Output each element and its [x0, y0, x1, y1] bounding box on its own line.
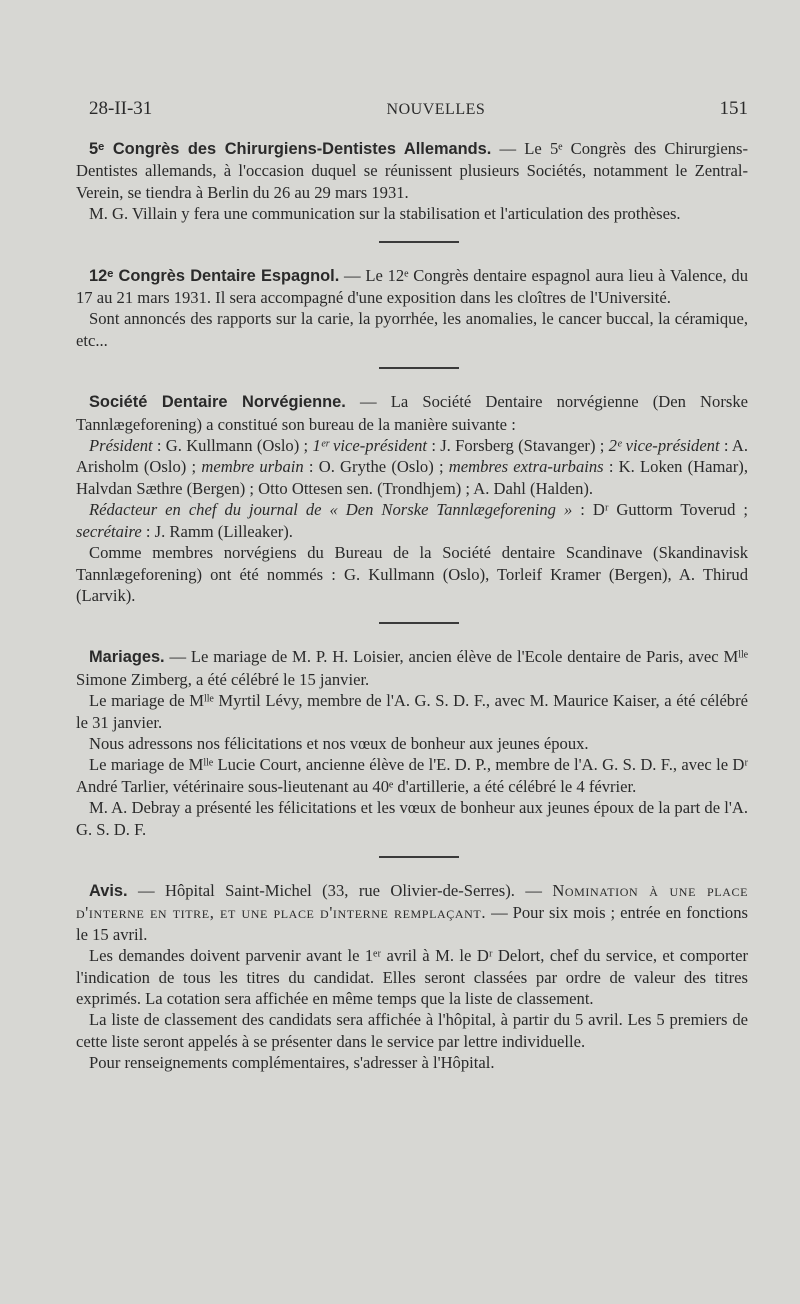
- membre-value: : O. Grythe (Oslo) ;: [303, 457, 449, 477]
- congres-allemand-p2: M. G. Villain y fera une communication sur la stabilisation et l'articulation des prothèses.: [89, 204, 681, 224]
- extra-value: : K. Loken (Hamar), Halvdan Sæthre (Bergen) ; Otto Ottesen sen. (Trondhjem) ; A. Dahl (Halden).: [76, 457, 748, 498]
- page-header: [89, 98, 748, 120]
- vp1-label: 1ᵉʳ vice-président: [312, 436, 428, 456]
- norvegienne-p3: Comme membres norvégiens du Bureau de la Société dentaire Scandinave (Skandinavisk Tannlægeforening) ont été nommés : G. Kullmann (Oslo), Torleif Kramer (Bergen), A. Thirud (Larvik).: [76, 543, 748, 605]
- norvegienne-title: Société Dentaire Norvégienne.: [89, 393, 346, 412]
- secretaire-value: : J. Ramm (Lilleaker).: [141, 521, 293, 541]
- secretaire-label: secrétaire: [76, 521, 142, 541]
- avis-p2: Les demandes doivent parvenir avant le 1ᵉʳ avril à M. le Dʳ Delort, chef du service, et comporter l'indication de tous les titres du candidat. Elles seront classées par ordre de valeur des titres exprimés. La cotation sera affichée en même temps que la liste de classement.: [76, 946, 748, 1008]
- mariages-p5: M. A. Debray a présenté les félicitations et les vœux de bonheur aux jeunes époux de la part de l'A. G. S. D. F.: [76, 798, 748, 839]
- divider: [379, 622, 459, 624]
- president-label: Président: [89, 436, 153, 456]
- avis-p3: La liste de classement des candidats sera affichée à l'hôpital, à partir du 5 avril. Les 5 premiers de cette liste seront appelés à se présenter dans le service par lettre individuelle.: [76, 1010, 748, 1051]
- divider: [379, 367, 459, 369]
- vp2-value: : A. Arisholm (Oslo) ;: [76, 436, 748, 477]
- redacteur-value: : Dʳ Guttorm Toverud ;: [572, 500, 748, 520]
- avis-text2: — Pour six mois ; entrée en fonctions le 15 avril.: [76, 903, 748, 944]
- header-title: NOUVELLES: [386, 101, 486, 118]
- mariages-title: Mariages.: [89, 648, 165, 667]
- section-mariages: [76, 646, 748, 840]
- mariages-p3: Nous adressons nos félicitations et nos vœux de bonheur aux jeunes époux.: [89, 733, 589, 753]
- congres-espagnol-title: 12ᵉ Congrès Dentaire Espagnol.: [89, 266, 340, 285]
- header-date: 28-II-31: [89, 98, 153, 119]
- mariages-text: — Le mariage de M. P. H. Loisier, ancien élève de l'Ecole dentaire de Paris, avec Mˡˡᵉ Simone Zimberg, a été célébré le 15 janvier.: [76, 647, 748, 689]
- membre-label: membre urbain: [201, 457, 304, 477]
- congres-espagnol-p2: Sont annoncés des rapports sur la carie, la pyorrhée, les anomalies, le cancer buccal, la céramique, etc...: [76, 309, 748, 350]
- congres-allemand-title: 5ᵉ Congrès des Chirurgiens-Dentistes Allemands.: [89, 140, 492, 158]
- mariages-p4: Le mariage de Mˡˡᵉ Lucie Court, ancienne élève de l'E. D. P., membre de l'A. G. S. D. F., avec le Dʳ André Tarlier, vétérinaire sous-lieutenant au 40ᵉ d'artillerie, a été célébré le 4 février.: [76, 755, 748, 796]
- congres-allemand-text: — Le 5ᵉ Congrès des Chirurgiens-Dentistes allemands, à l'occasion duquel se réunissent plusieurs Sociétés, notamment le Zentral-Verein, se tiendra à Berlin du 26 au 29 mars 1931.: [76, 139, 749, 202]
- section-congres-allemand: [76, 138, 749, 225]
- page-number: 151: [719, 98, 748, 119]
- mariages-p2: Le mariage de Mˡˡᵉ Myrtil Lévy, membre de l'A. G. S. D. F., avec M. Maurice Kaiser, a été célébré le 31 janvier.: [76, 691, 748, 732]
- extra-label: membres extra-urbains: [448, 457, 604, 477]
- redacteur-label: Rédacteur en chef du journal de « Den Norske Tannlægeforening »: [89, 500, 573, 520]
- avis-title: Avis.: [89, 881, 128, 900]
- president-value: : G. Kullmann (Oslo) ;: [152, 436, 313, 456]
- congres-espagnol-text: — Le 12ᵉ Congrès dentaire espagnol aura lieu à Valence, du 17 au 21 mars 1931. Il sera accompagné d'une exposition dans les cloîtres de l'Université.: [76, 265, 748, 308]
- section-congres-espagnol: [76, 265, 748, 352]
- norvegienne-text: — La Société Dentaire norvégienne (Den Norske Tannlægeforening) a constitué son bureau de la manière suivante :: [76, 392, 748, 434]
- avis-p4: Pour renseignements complémentaires, s'adresser à l'Hôpital.: [89, 1053, 495, 1073]
- section-societe-norvegienne: [76, 391, 748, 606]
- avis-text: — Hôpital Saint-Michel (33, rue Olivier-de-Serres). —: [127, 880, 553, 900]
- divider: [379, 856, 459, 858]
- vp1-value: : J. Forsberg (Stavanger) ;: [427, 436, 609, 456]
- vp2-label: 2ᵉ vice-président: [608, 436, 720, 456]
- section-avis: [76, 880, 748, 1074]
- avis-nomination: Nomination à une place d'interne en titre, et une place d'interne remplaçant.: [76, 880, 748, 923]
- divider: [379, 241, 459, 243]
